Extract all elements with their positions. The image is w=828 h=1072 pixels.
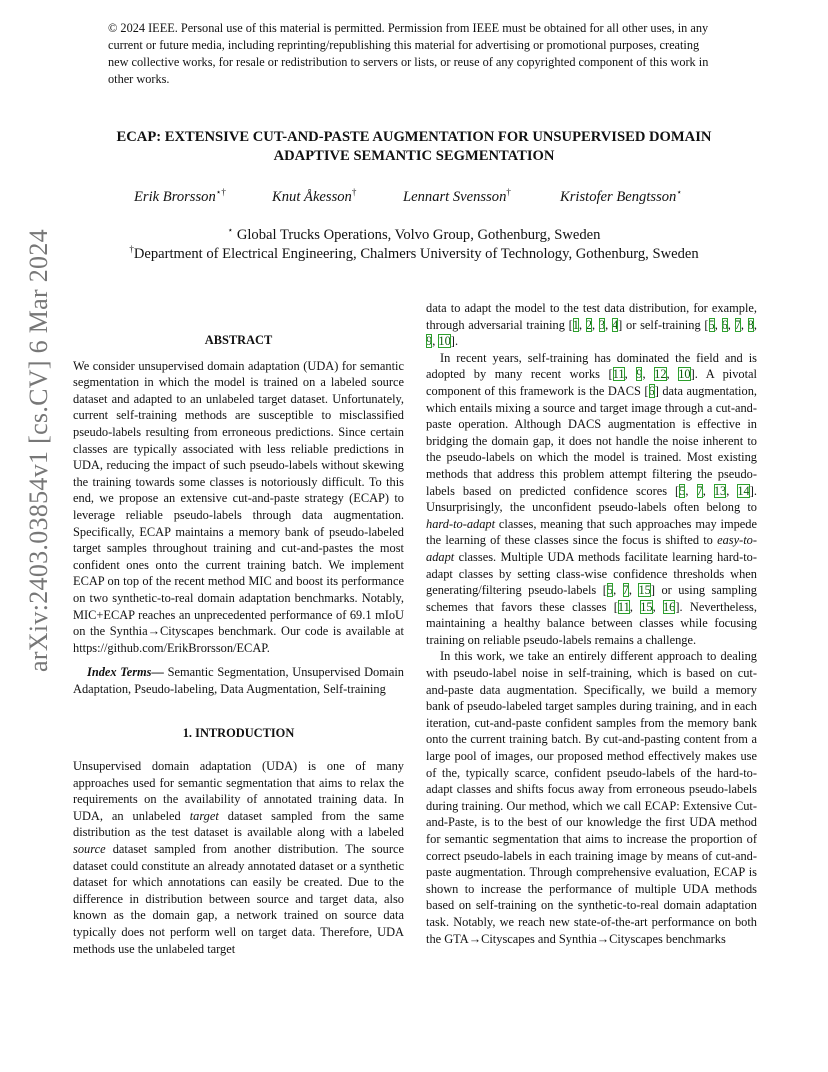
text-run: classes. Multiple UDA methods facilitate learning hard-to-adapt classes by setting class-wise confidence thresholds when generating/filtering pseudo-labels (426, 549, 757, 598)
author-mark: ⋆ (676, 187, 682, 197)
author-name: Kristofer Bengtsson (560, 188, 677, 205)
citation-link[interactable]: 8 (747, 317, 754, 332)
citation-link[interactable]: 15 (638, 583, 651, 598)
text-run: or self-training (622, 317, 705, 332)
text-run: . Unsurprisingly, the unconfident pseudo-labels often belong to (426, 483, 757, 515)
citation-link[interactable]: 16 (662, 599, 676, 614)
left-column (73, 332, 404, 957)
citation-link[interactable]: 11 (617, 599, 630, 614)
right-paragraph-1 (426, 300, 757, 350)
author-name: Erik Brorsson (134, 188, 216, 205)
intro-heading: 1. INTRODUCTION (182, 726, 295, 741)
emphasis: target (189, 808, 219, 823)
text-run: Unsupervised domain adaptation (UDA) is one of many approaches used for semantic segmentation that aims to relax the requirements on the availability of annotated training data. In UDA, an unlabeled (73, 759, 404, 823)
citation-group: [5, 6, 7, 8, 9, 10] (426, 317, 757, 349)
citation-link[interactable]: 15 (640, 599, 653, 614)
citation-group: [5, 7, 13, 14] (675, 483, 754, 498)
right-column (426, 300, 757, 947)
citation-link[interactable]: 6 (721, 317, 728, 332)
author-mark: † (506, 187, 511, 197)
citation-group: [1, 2, 3, 4] (568, 317, 623, 332)
index-terms (73, 664, 404, 697)
author-name: Lennart Svensson (403, 188, 507, 205)
citation-link[interactable]: 3 (598, 317, 606, 332)
citation-link[interactable]: 1 (572, 317, 579, 332)
abstract-text: We consider unsupervised domain adaptation (UDA) for semantic segmentation in which the model is trained on a labeled source dataset and adapted to an unlabeled target dataset. Unfortunately, current self-training methods are susceptible to misclassified pseudo-labels resulting from erroneous predictions. Since certain classes are typically associated with less reliable predictions in UDA, reducing the impact of such pseudo-labels without skewing the training towards some classes is notoriously difficult. To this end, we propose an extensive cut-and-paste strategy (ECAP) to leverage reliable pseudo-labels through data augmentation. Specifically, ECAP maintains a memory bank of pseudo-labeled target samples throughout training and cut-and-pastes the most confident ones onto the current training batch. We implement ECAP on top of the recent method MIC and boost its performance on two synthetic-to-real domain adaptation benchmarks. Notably, MIC+ECAP reaches an unprecedented performance of 69.1 mIoU on the Synthia→Cityscapes benchmark. Our code is available at https://github.com/ErikBrorsson/ECAP. (73, 358, 404, 655)
text-run: In recent years, self-training has dominated the field and is adopted by many recent works (426, 350, 757, 382)
citation-link[interactable]: 5 (606, 583, 614, 598)
text-run: data to adapt the model to the test data distribution, for example, through adversarial training (426, 301, 757, 332)
author-mark: † (351, 187, 357, 197)
citation-group: [5, 7, 15] (602, 583, 655, 598)
citation-link[interactable]: 12 (654, 367, 667, 382)
text-run: or using sampling schemes that favors these classes (426, 583, 757, 614)
title-line-2: ADAPTIVE SEMANTIC SEGMENTATION (273, 148, 555, 164)
emphasis: source (73, 842, 106, 857)
arxiv-id: arXiv:2403.03854v1 [cs.CV] 6 Mar 2024 (24, 229, 53, 672)
title-line-1: ECAP: EXTENSIVE CUT-AND-PASTE AUGMENTATION FOR UNSUPERVISED DOMAIN (116, 129, 712, 145)
author-4 (560, 187, 682, 206)
citation-link[interactable]: 7 (622, 583, 629, 598)
affiliation-text: Department of Electrical Engineering, Chalmers University of Technology, Gothenburg, Sweden (133, 245, 699, 262)
affiliation-text: Global Trucks Operations, Volvo Group, Gothenburg, Sweden (233, 226, 601, 243)
intro-paragraph (73, 758, 404, 957)
author-name: Knut Åkesson (272, 188, 352, 205)
citation-link[interactable]: 7 (734, 317, 741, 332)
author-1 (134, 187, 226, 206)
citation-link[interactable]: 2 (585, 317, 593, 332)
paper-title (60, 128, 768, 166)
author-mark: ⋆† (215, 187, 226, 197)
author-3 (403, 187, 511, 206)
citation-link[interactable]: 5 (708, 317, 715, 332)
affiliation-2 (0, 244, 828, 263)
affiliation-1 (0, 225, 828, 244)
emphasis: hard-to-adapt (426, 516, 496, 531)
text-run: . A pivotal component of this framework is the DACS (426, 367, 757, 398)
right-paragraph-2 (426, 350, 757, 649)
copyright-notice: © 2024 IEEE. Personal use of this material is permitted. Permission from IEEE must be obtained for all other uses, in any current or future media, including reprinting/republishing this material for advertising or promotional purposes, creating new collective works, for resale or redistribution to servers or lists, or reuse of any copyrighted component of this work in other works. (108, 21, 709, 86)
citation-link[interactable]: 10 (438, 334, 451, 349)
citation-link[interactable]: 13 (713, 483, 727, 498)
emphasis: easy-to-adapt (426, 533, 757, 564)
citation-link[interactable]: 5 (679, 483, 686, 498)
citation-link[interactable]: 4 (611, 317, 619, 332)
index-terms-text: Semantic Segmentation, Unsupervised Domain Adaptation, Pseudo-labeling, Data Augmentation, Self-training (73, 665, 404, 696)
citation-group: [11, 9, 12, 10] (608, 367, 695, 382)
text-run: . (454, 334, 459, 349)
citation-link[interactable]: 6 (648, 383, 655, 398)
affiliation-mark: ⋆ (227, 225, 234, 235)
citation-link[interactable]: 11 (612, 367, 625, 382)
text-run: dataset sampled from the same distribution as the test dataset is available along with a labeled (73, 808, 404, 840)
citation-link[interactable]: 9 (636, 367, 643, 382)
citation-link[interactable]: 7 (696, 483, 703, 498)
citation-group: [11, 15, 16] (613, 599, 680, 614)
text-run: classes, meaning that such approaches may impede the learning of these classes since the focus is shifted to (426, 516, 757, 548)
citation-link[interactable]: 14 (737, 483, 750, 498)
affiliation-mark: † (129, 244, 134, 254)
author-2 (272, 187, 356, 206)
text-run: . Nevertheless, maintaining a healthy balance between classes while focusing training on reliable pseudo-labels remains a challenge. (426, 599, 757, 647)
citation-link[interactable]: 9 (426, 334, 433, 349)
citation-group: [6] (644, 383, 659, 398)
text-run: data augmentation, which entails mixing a source and target image through a cut-and-paste operation. Although DACS augmentation is effective in bridging the domain gap, it does not handle the noise inherent to the pseudo-labels on which the model is trained. Most existing methods that address this problem attempt filtering the pseudo-labels based on predicted confidence scores (426, 383, 757, 498)
arxiv-stamp (19, 229, 53, 672)
text-run: dataset sampled from another distribution. The source dataset could constitute an already annotated dataset or a synthetic dataset for which annotations can easily be created. Due to the difference in distribution between source and target data, also known as the domain gap, a network trained on source data typically does not perform well on target data. Therefore, UDA methods use the unlabeled target (73, 842, 404, 956)
index-terms-label: Index Terms— (87, 665, 164, 680)
abstract-heading: ABSTRACT (204, 333, 273, 347)
citation-link[interactable]: 10 (678, 367, 691, 382)
right-paragraph-3: In this work, we take an entirely different approach to dealing with pseudo-label noise in self-training, which is based on cut-and-paste data augmentation. Specifically, we build a memory bank of pseudo-labeled target samples during training, and in each iteration, cut-and-paste confident samples from the memory bank onto the current training batch. By cut-and-pasting content from a large pool of images, our proposed method effectively makes use of the, typically scarce, confident pseudo-labels of the hard-to-adapt classes and shifts focus away from erroneous pseudo-labels during training. Our method, which we call ECAP: Extensive Cut-and-Paste, is to the best of our knowledge the first UDA method for semantic segmentation that aims to increase the proportion of correct pseudo-labels in each training image by means of cut-and-paste augmentation. Through comprehensive evaluation, ECAP is shown to increase the performance of multiple UDA methods based on self-training on the synthetic-to-real domain adaptation task. Notably, we reach new state-of-the-art performance on both the GTA→Cityscapes and Synthia→Cityscapes benchmarks (426, 649, 757, 946)
